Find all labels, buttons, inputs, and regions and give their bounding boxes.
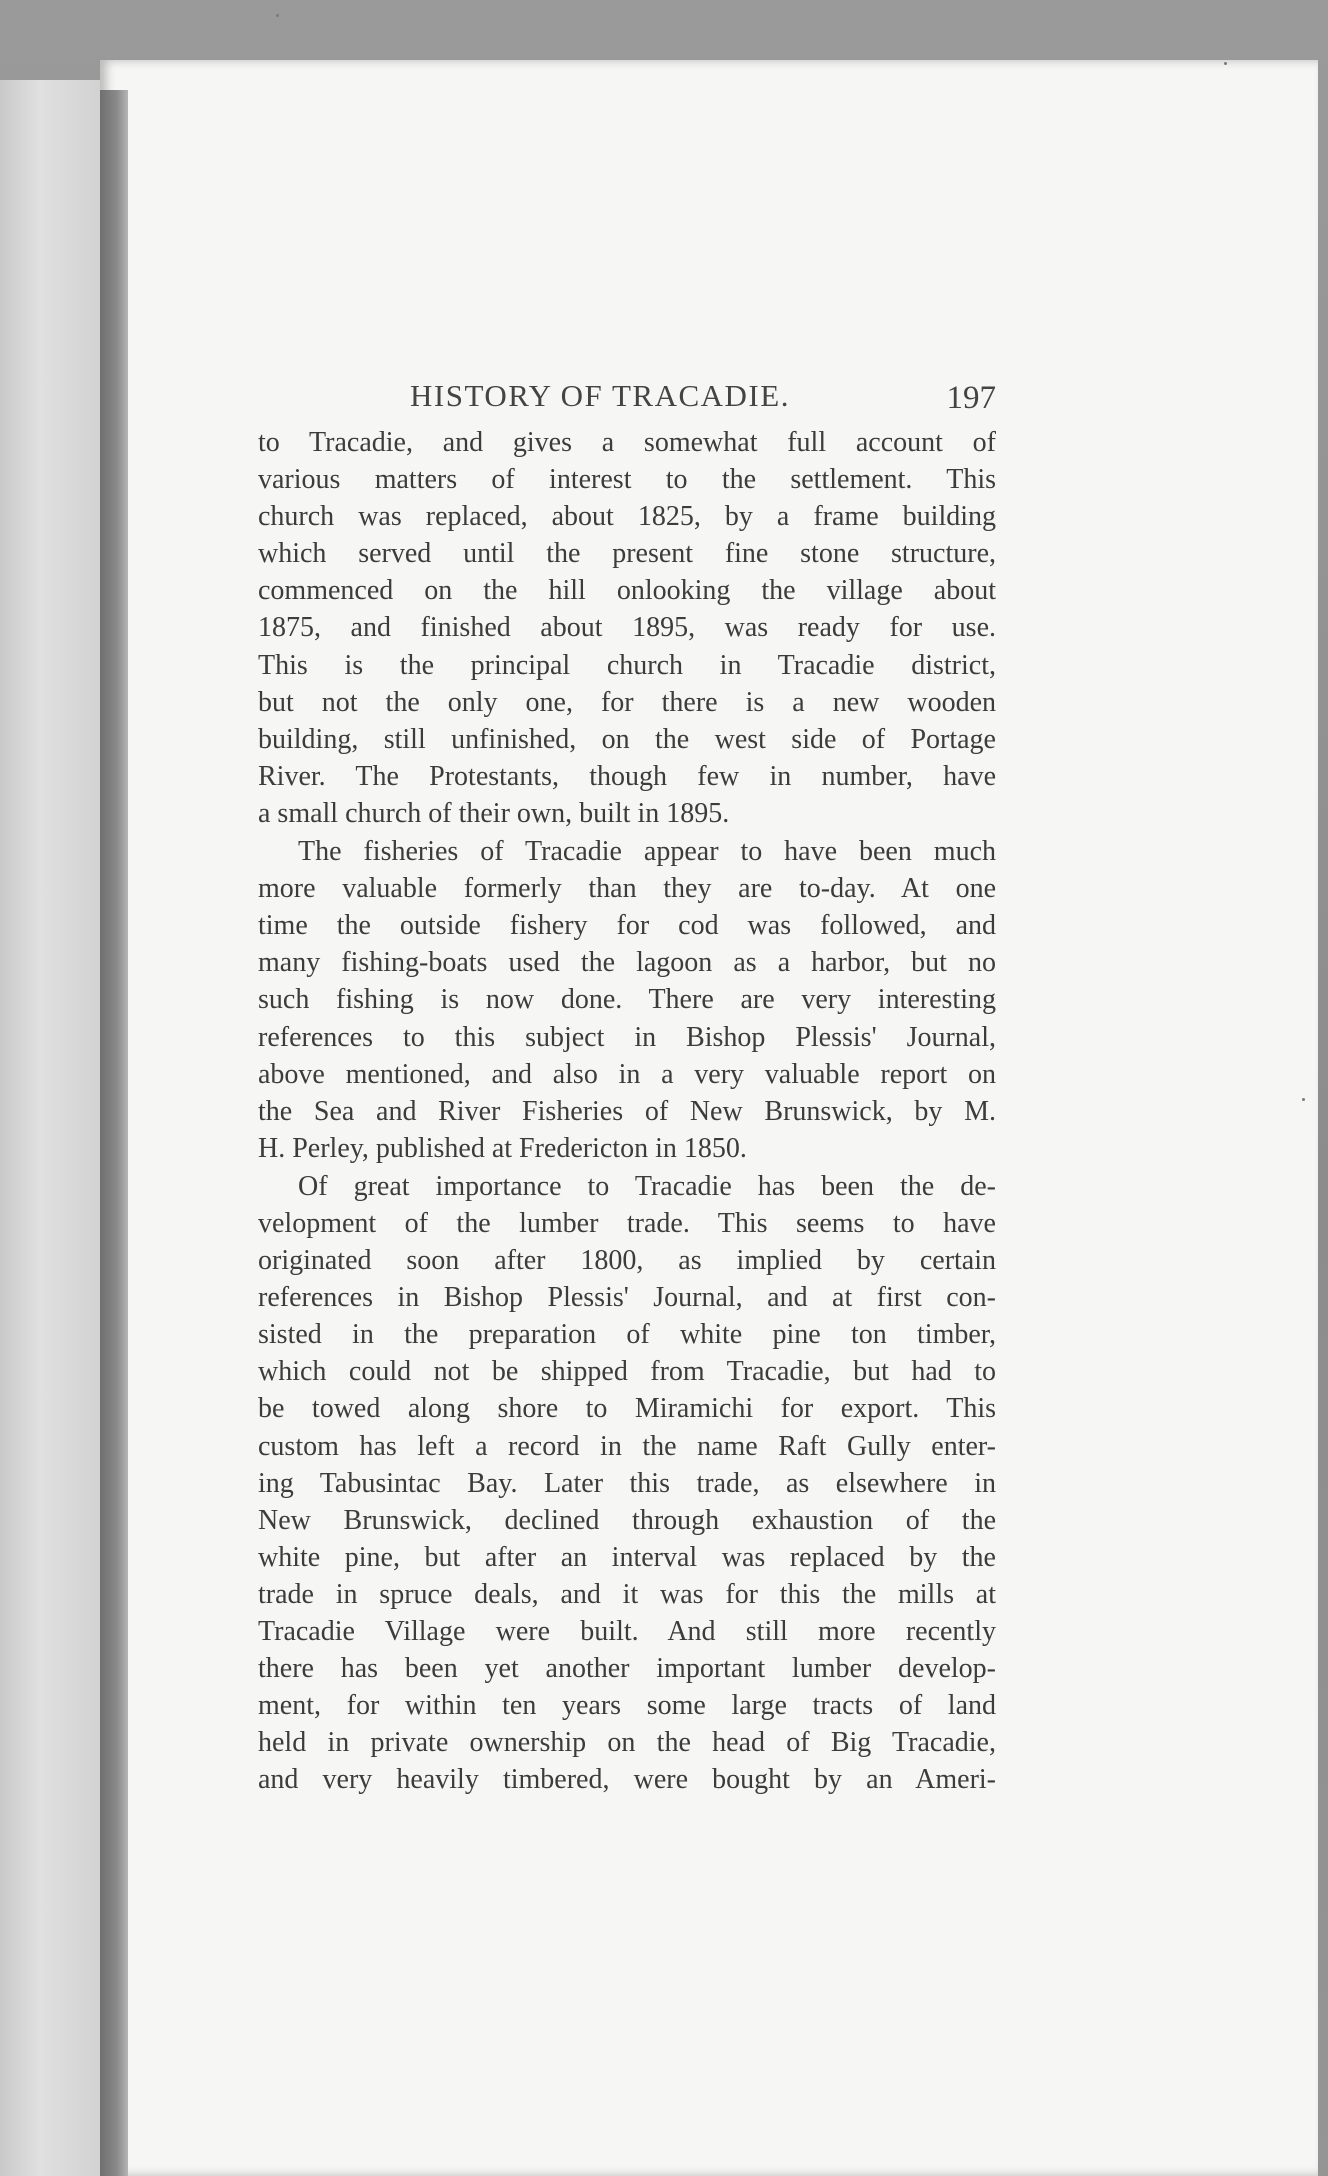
text-line: white pine, but after an interval was replaced by the: [258, 1541, 996, 1573]
dust-speck: [1224, 62, 1227, 65]
text-line: church was replaced, about 1825, by a frame building: [258, 501, 996, 533]
text-line: originated soon after 1800, as implied by certain: [258, 1245, 996, 1277]
page-header: [258, 362, 996, 424]
text-line: H. Perley, published at Fredericton in 1850.: [258, 1132, 747, 1164]
text-line: trade in spruce deals, and it was for this the mills at: [258, 1578, 996, 1610]
paragraph: [258, 424, 996, 832]
text-line: commenced on the hill onlooking the village about: [258, 575, 996, 607]
text-line: held in private ownership on the head of Big Tracadie,: [258, 1727, 996, 1759]
text-line: which could not be shipped from Tracadie, but had to: [258, 1356, 996, 1388]
paragraph: [258, 833, 996, 1167]
text-line: a small church of their own, built in 1895.: [258, 797, 730, 829]
text-line: and very heavily timbered, were bought by an Ameri-: [258, 1764, 996, 1796]
page-text: [258, 362, 996, 1798]
text-line: New Brunswick, declined through exhaustion of the: [258, 1504, 996, 1536]
text-line: Tracadie Village were built. And still more recently: [258, 1616, 996, 1647]
text-line: ment, for within ten years some large tracts of land: [258, 1690, 996, 1722]
text-line: references to this subject in Bishop Plessis' Journal,: [258, 1021, 996, 1053]
facing-page-edge: [0, 80, 100, 2176]
text-line: many fishing-boats used the lagoon as a harbor, but no: [258, 947, 996, 979]
text-line: be towed along shore to Miramichi for export. This: [258, 1393, 996, 1425]
page-number: 197: [946, 380, 996, 416]
dust-speck: [1302, 1098, 1305, 1101]
text-line: 1875, and finished about 1895, was ready for use.: [258, 612, 996, 644]
text-line: which served until the present fine stone structure,: [258, 538, 996, 570]
text-line: such fishing is now done. There are very interesting: [258, 984, 996, 1016]
text-line: Of great importance to Tracadie has been the de-: [298, 1170, 996, 1202]
text-line: custom has left a record in the name Raft Gully enter-: [258, 1430, 996, 1462]
text-line: velopment of the lumber trade. This seems to have: [258, 1207, 996, 1239]
text-line: more valuable formerly than they are to-day. At one: [258, 873, 996, 905]
text-line: ing Tabusintac Bay. Later this trade, as elsewhere in: [258, 1467, 996, 1499]
text-line: sisted in the preparation of white pine ton timber,: [258, 1319, 996, 1351]
text-line: This is the principal church in Tracadie district,: [258, 649, 996, 681]
text-line: building, still unfinished, on the west side of Portage: [258, 723, 996, 755]
paragraph: [258, 1168, 996, 1799]
text-line: the Sea and River Fisheries of New Brunswick, by M.: [258, 1095, 996, 1127]
text-line: to Tracadie, and gives a somewhat full account of: [258, 427, 996, 458]
page-gutter-shadow: [100, 90, 128, 2176]
text-line: The fisheries of Tracadie appear to have been much: [298, 836, 996, 868]
text-line: there has been yet another important lumber develop-: [258, 1653, 996, 1685]
running-head: HISTORY OF TRACADIE.: [410, 378, 790, 413]
dust-speck: [276, 14, 279, 17]
text-line: above mentioned, and also in a very valuable report on: [258, 1058, 996, 1090]
text-line: various matters of interest to the settlement. This: [258, 464, 996, 496]
text-line: time the outside fishery for cod was followed, and: [258, 910, 996, 942]
body-text: [258, 424, 996, 1798]
text-line: River. The Protestants, though few in number, have: [258, 760, 996, 792]
text-line: but not the only one, for there is a new wooden: [258, 686, 996, 718]
text-line: references in Bishop Plessis' Journal, and at first con-: [258, 1282, 996, 1314]
